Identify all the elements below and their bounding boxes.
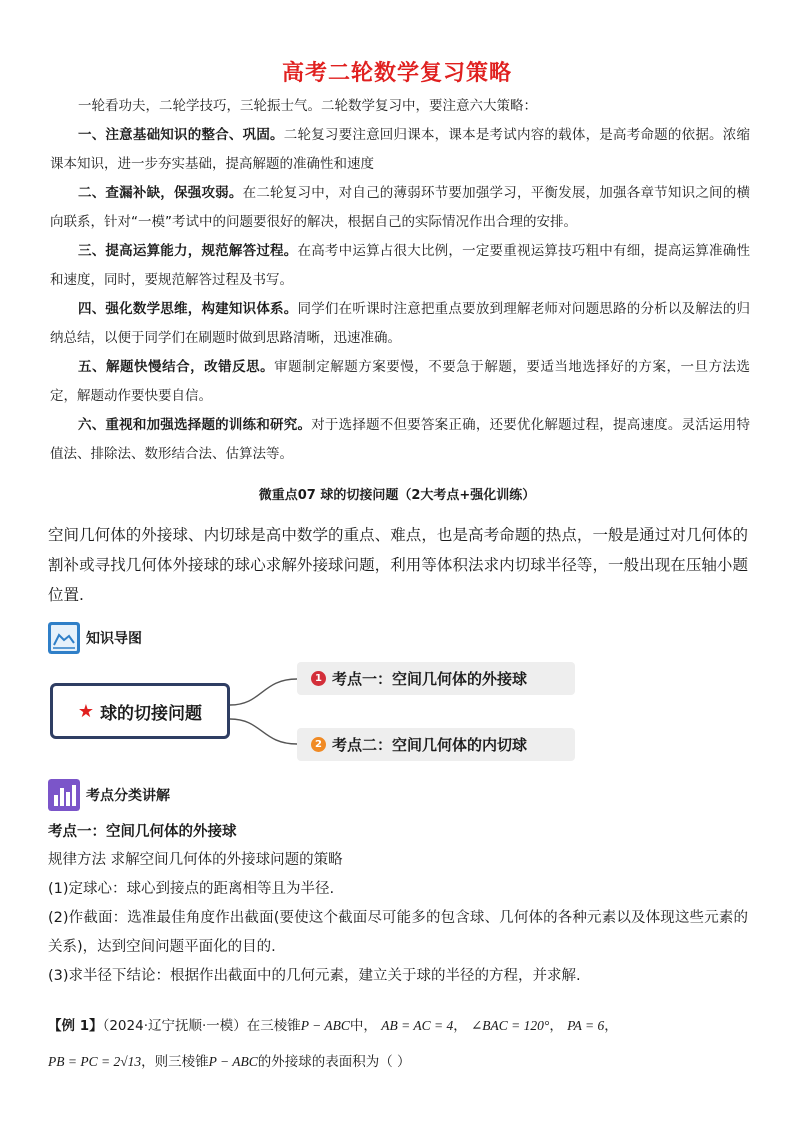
- example-line-1: [48, 1008, 748, 1044]
- strategy-item-5-text: 审题制定解题方案要慢，不要急于解题，要适当地选择好的方案，一旦方法选定，解题动作要快要自信。: [50, 359, 751, 404]
- condition-4: PB = PC = 2√13: [48, 1054, 142, 1069]
- strategy-item-6-text: 对于选择题不但要答案正确，还要优化解题过程，提高速度。灵活运用特值法、排除法、数形结合法、估算法等。: [50, 417, 750, 462]
- section-subheading: 微重点07 球的切接问题（2大考点+强化训练）: [258, 488, 536, 503]
- mindmap-node-2: [297, 728, 575, 761]
- example-text-4: 的外接球的表面积为（ ）: [257, 1054, 411, 1070]
- mindmap-node-1-label: 考点一：空间几何体的外接球: [332, 670, 528, 688]
- kaodian-step-1: (1)定球心：球心到接点的距离相等且为半径.: [48, 881, 335, 897]
- knowledge-map-label: 知识导图: [86, 631, 142, 647]
- condition-2: ∠BAC = 120°: [471, 1018, 550, 1033]
- intro-text: 空间几何体的外接球、内切球是高中数学的重点、难点，也是高考命题的热点，一般是通过对几何体的割补或寻找几何体外接球的球心求解外接球问题，利用等体积法求内切球半径等，一般出现在压轴小题位置.: [48, 526, 748, 604]
- condition-3: PA = 6: [567, 1018, 605, 1033]
- strategy-item-4-bold: 四、强化数学思维，构建知识体系。: [78, 301, 298, 317]
- pyramid-name: P − ABC: [300, 1018, 350, 1033]
- separator-1: ，: [453, 1018, 467, 1034]
- kaodian-heading: 考点一：空间几何体的外接球: [48, 824, 237, 840]
- example-text-3: ，则三棱锥: [141, 1054, 209, 1070]
- strategy-item-1-bold: 一、注意基础知识的整合、巩固。: [78, 127, 284, 143]
- number-1-icon: 1: [311, 671, 326, 686]
- mindmap-root-label: 球的切接问题: [100, 703, 203, 724]
- example-text-1: 在三棱锥: [246, 1018, 301, 1034]
- page-title: 高考二轮数学复习策略: [281, 61, 512, 86]
- number-2-icon: 2: [311, 737, 326, 752]
- example-label: 【例 1】: [48, 1018, 103, 1034]
- strategy-item-5-bold: 五、解题快慢结合，改错反思。: [78, 359, 275, 375]
- topic-explanation-label: 考点分类讲解: [86, 788, 170, 804]
- condition-1: AB = AC = 4: [381, 1018, 454, 1033]
- example-text-2: 中，: [349, 1018, 377, 1034]
- kaodian-method: 规律方法 求解空间几何体的外接球问题的策略: [48, 852, 343, 868]
- example-1: [48, 1008, 748, 1080]
- kaodian-step-3: (3)求半径下结论：根据作出截面中的几何元素，建立关于球的半径的方程，并求解.: [48, 968, 581, 984]
- pyramid-name-2: P − ABC: [208, 1054, 258, 1069]
- star-icon: ★: [77, 700, 95, 722]
- mindmap-root: [50, 683, 230, 739]
- example-source: （2024·辽宁抚顺·一模）: [102, 1018, 247, 1034]
- strategy-item-1-text: 二轮复习要注意回归课本，课本是考试内容的载体，是高考命题的依据。浓缩课本知识，进一步夯实基础，提高解题的准确性和速度: [50, 127, 750, 172]
- separator-2: ，: [549, 1018, 563, 1034]
- strategy-item-2-bold: 二、查漏补缺，保强攻弱。: [78, 185, 243, 201]
- kaodian-section: [48, 822, 748, 991]
- strategy-item-2-text: 在二轮复习中，对自己的薄弱环节要加强学习，平衡发展，加强各章节知识之间的横向联系，针对“一模”考试中的问题要很好的解决，根据自己的实际情况作出合理的安排。: [50, 185, 750, 230]
- strategy-item-6-bold: 六、重视和加强选择题的训练和研究。: [78, 417, 312, 433]
- bar-chart-icon: [48, 779, 80, 811]
- example-line-2: [48, 1044, 748, 1080]
- separator-3: ，: [604, 1018, 618, 1034]
- mindmap-node-1: [297, 662, 575, 695]
- strategy-item-3-bold: 三、提高运算能力，规范解答过程。: [78, 243, 298, 259]
- mindmap-node-2-label: 考点二：空间几何体的内切球: [332, 736, 528, 754]
- strategy-item-4-text: 同学们在听课时注意把重点要放到理解老师对问题思路的分析以及解法的归纳总结，以便于同学们在刷题时做到思路清晰，迅速准确。: [50, 301, 750, 346]
- topic-explanation-header: [48, 779, 170, 811]
- strategy-intro: 一轮看功夫，二轮学技巧，三轮振士气。二轮数学复习中，要注意六大策略：: [78, 98, 537, 114]
- kaodian-step-2: (2)作截面：选准最佳角度作出截面(要使这个截面尽可能多的包含球、几何体的各种元素以及体现这些元素的关系)，达到空间问题平面化的目的.: [48, 910, 748, 955]
- strategy-item-3-text: 在高考中运算占很大比例，一定要重视运算技巧粗中有细，提高运算准确性和速度，同时，要规范解答过程及书写。: [50, 243, 750, 288]
